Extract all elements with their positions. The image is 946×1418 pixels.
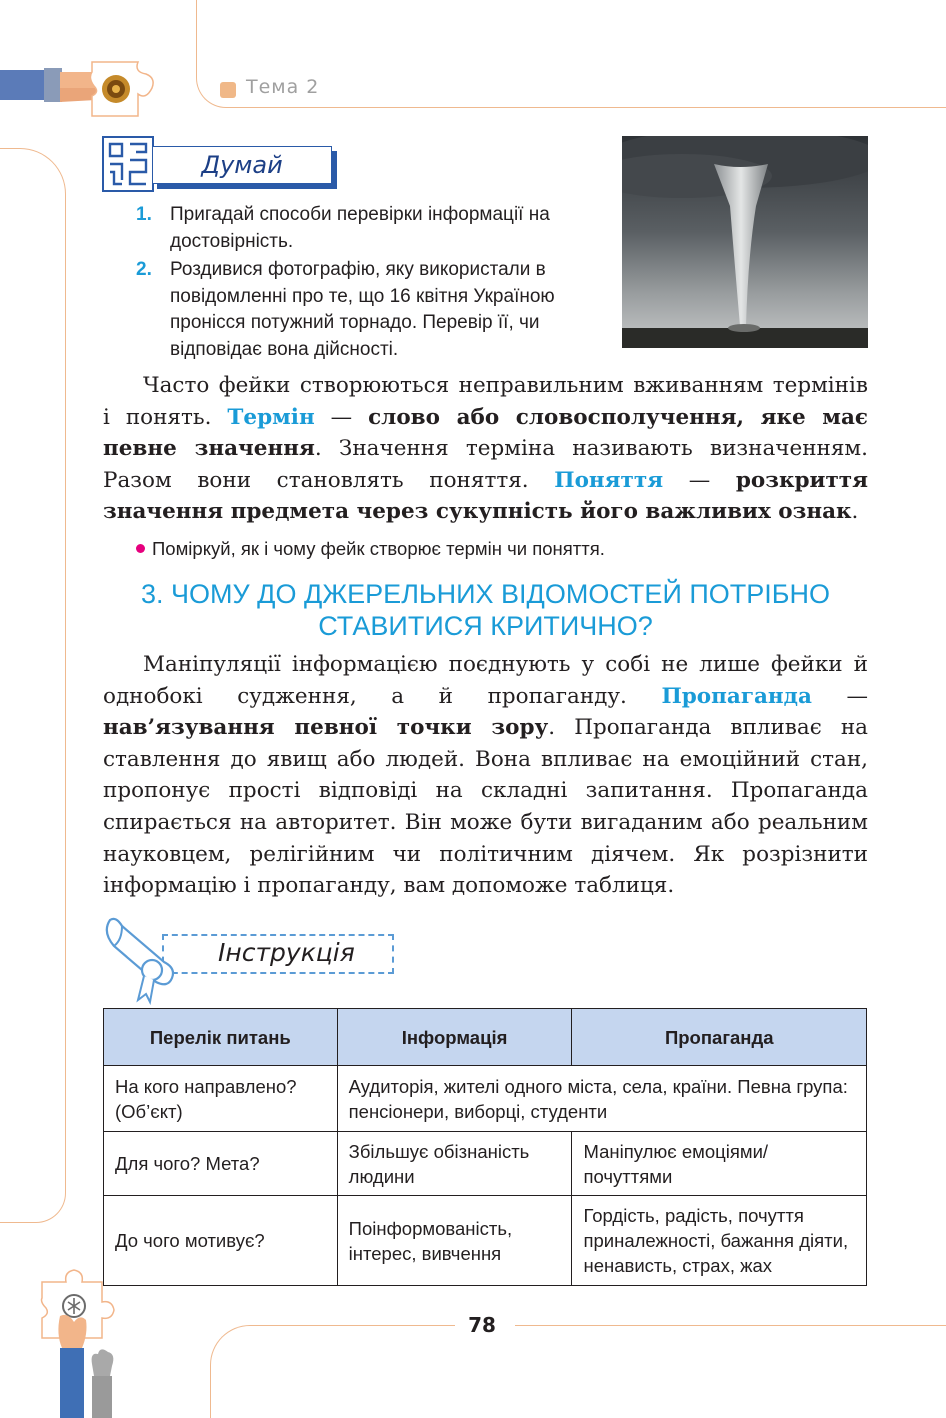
table-cell: Маніпулює емоціями/ почуттями bbox=[572, 1132, 867, 1196]
bullet-text: Поміркуй, як і чому фейк створює термін чи поняття. bbox=[152, 538, 605, 559]
paragraph-terms: Часто фейки створюються неправильним вживанням термінів і понять. Термін — слово або словосполучення, яке має певне значення. Значення терміна називають визначенням. Разом вони становлять поняття. Поняття — розкриття значення предмета через сукупність його важливих ознак. bbox=[103, 373, 869, 525]
table-cell: Для чого? Мета? bbox=[104, 1132, 338, 1196]
diploma-scroll-icon bbox=[100, 912, 182, 1006]
hands-puzzle-icon bbox=[36, 1268, 126, 1418]
term-definition: нав’язування певної точки зору bbox=[103, 715, 549, 741]
item-number: 2. bbox=[136, 259, 152, 280]
bullet-task bbox=[136, 538, 605, 560]
term-highlight: Термін bbox=[227, 404, 315, 430]
instruction-title-box bbox=[162, 934, 394, 974]
column-header: Перелік питань bbox=[104, 1009, 338, 1066]
theme-marker-icon bbox=[220, 82, 236, 98]
maze-icon bbox=[102, 136, 154, 192]
table-header-row bbox=[104, 1009, 867, 1066]
list-item bbox=[136, 202, 602, 255]
list-item bbox=[136, 257, 602, 363]
theme-label: Тема 2 bbox=[246, 76, 320, 98]
table-cell: Збільшує обізнаність людини bbox=[337, 1132, 572, 1196]
paragraph-propaganda: Маніпуляції інформацією поєднують у собі не лише фейки й однобокі судження, а й пропаганду. Пропаганда — нав’язування певної точки зору. Пропаганда впливає на ставлення до явищ або людей. Вона впливає на емоційний стан, пропонує прості відповіді на складні запитання. Пропаганда спирається на авторитет. Він може бути вигаданим або реальним науковцем, релігійним чи політичним діячем. Як розрізнити інформацію і пропаганду, вам допоможе таблиця. bbox=[103, 652, 868, 899]
term-definition: розкриття значення предмета через сукупність його важливих ознак bbox=[103, 467, 869, 525]
item-text: Пригадай способи перевірки інформації на достовірність. bbox=[170, 204, 550, 252]
table-row bbox=[104, 1132, 867, 1196]
table-row bbox=[104, 1066, 867, 1132]
table-cell: На кого направлено? (Об’єкт) bbox=[104, 1066, 338, 1132]
term-highlight: Пропаганда bbox=[661, 683, 812, 709]
table-cell: До чого мотивує? bbox=[104, 1196, 338, 1286]
bullet-icon bbox=[136, 544, 145, 553]
comparison-table bbox=[103, 1008, 867, 1286]
page-number: 78 bbox=[468, 1313, 496, 1337]
table-cell: Поінформованість, інтерес, вивчення bbox=[337, 1196, 572, 1286]
think-title-box bbox=[152, 146, 332, 184]
item-number: 1. bbox=[136, 204, 152, 225]
term-highlight: Поняття bbox=[554, 467, 664, 493]
column-header: Інформація bbox=[337, 1009, 572, 1066]
section-heading: 3. ЧОМУ ДО ДЖЕРЕЛЬНИХ ВІДОМОСТЕЙ ПОТРІБНО СТАВИТИСЯ КРИТИЧНО? bbox=[141, 579, 830, 641]
table-row bbox=[104, 1196, 867, 1286]
instruction-title: Інструкція bbox=[218, 938, 355, 967]
think-list bbox=[136, 202, 602, 365]
table-cell: Гордість, радість, почуття приналежності, бажання діяти, ненависть, страх, жах bbox=[572, 1196, 867, 1286]
item-text: Роздивися фотографію, яку використали в повідомленні про те, що 16 квітня Україною пронісся потужний торнадо. Перевір її, чи відповідає вона дійсності. bbox=[170, 259, 555, 360]
table-cell: Аудиторія, жителі одного міста, села, країни. Певна група: пенсіонери, виборці, студенти bbox=[337, 1066, 866, 1132]
tornado-photo bbox=[622, 136, 868, 348]
term-definition: слово або словосполучення, яке має певне значення bbox=[103, 404, 868, 462]
hand-puzzle-icon bbox=[0, 58, 160, 122]
page-frame-left bbox=[0, 148, 66, 1223]
column-header: Пропаганда bbox=[572, 1009, 867, 1066]
think-title: Думай bbox=[201, 151, 283, 179]
page-frame-bottom bbox=[210, 1325, 946, 1418]
